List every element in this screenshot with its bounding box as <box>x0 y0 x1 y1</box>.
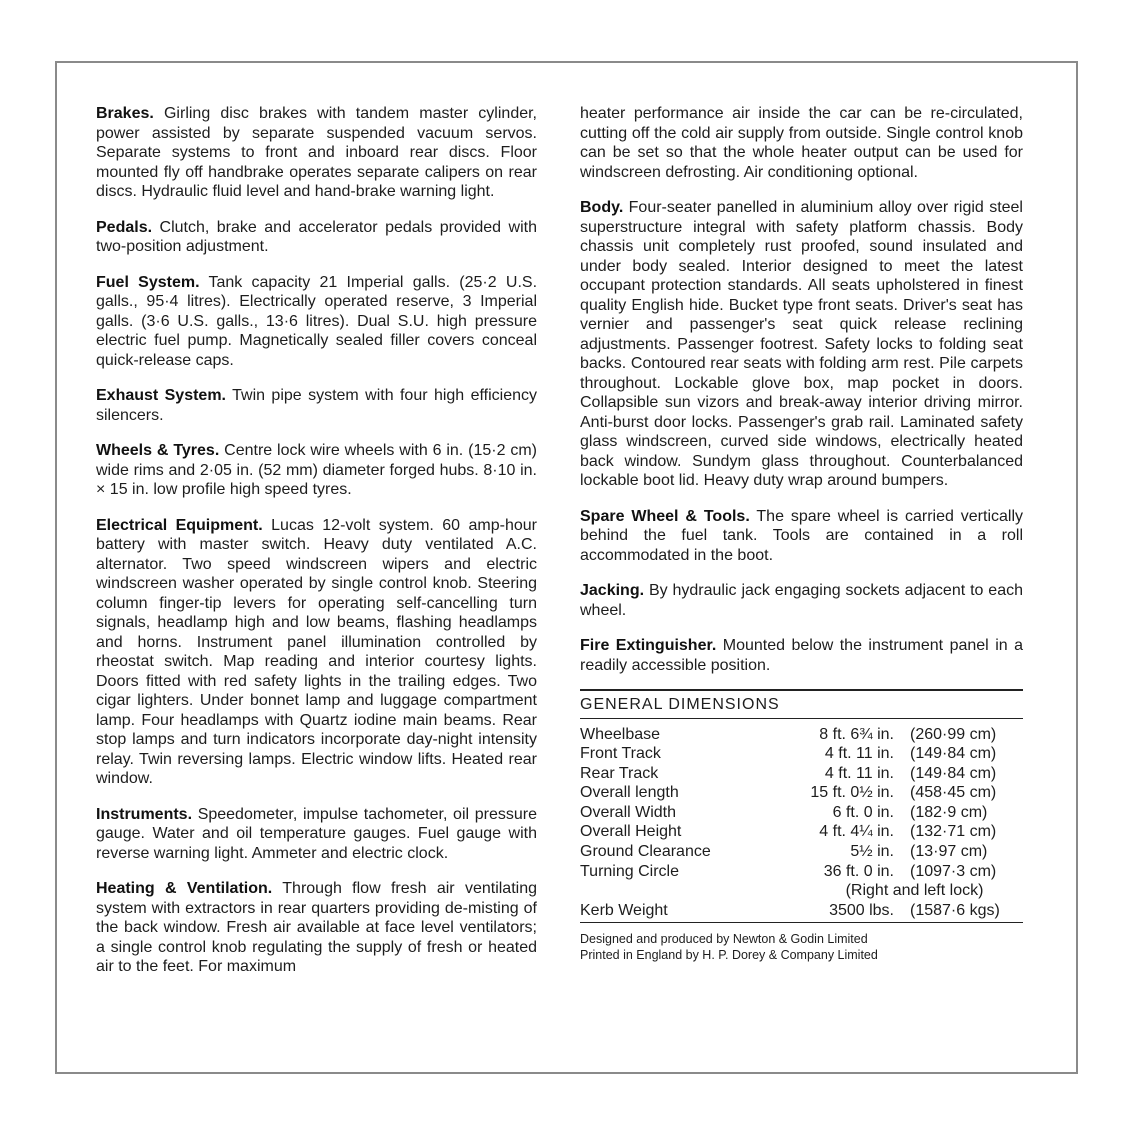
dimension-imperial: 6 ft. 0 in. <box>832 803 894 821</box>
dimension-metric: (260·99 cm) <box>910 725 997 743</box>
table-row <box>580 842 1023 862</box>
spec-section-spare-wheel-tools <box>580 507 1023 566</box>
dimension-imperial: 4 ft. 4¼ in. <box>819 823 894 841</box>
dimensions-bottom-rule <box>580 922 1023 923</box>
section-text: Mounted below the instrument panel in a readily accessible position. <box>580 637 1023 674</box>
dimension-metric: (149·84 cm) <box>910 764 997 782</box>
section-heading: Brakes. <box>96 105 154 122</box>
left-column <box>96 104 537 993</box>
spec-section-jacking <box>580 581 1023 620</box>
credit-line-printing: Printed in England by H. P. Dorey & Company Limited <box>580 948 878 963</box>
dimension-label: Kerb Weight <box>580 901 668 919</box>
dimensions-title-rule <box>580 718 1023 719</box>
dimension-metric: (182·9 cm) <box>910 803 988 821</box>
spec-section-body <box>580 198 1023 491</box>
dimension-metric: (1587·6 kgs) <box>910 901 1000 919</box>
section-text: By hydraulic jack engaging sockets adjacent to each wheel. <box>580 582 1023 619</box>
section-heading: Exhaust System. <box>96 387 227 404</box>
dimension-imperial: 4 ft. 11 in. <box>824 745 894 763</box>
dimension-imperial: 3500 lbs. <box>829 901 894 919</box>
dimension-label: Overall Width <box>580 803 677 821</box>
section-text: Four-seater panelled in aluminium alloy over rigid steel superstructure integral with safety platform chassis. Body chassis unit completely rust proofed, sound insulated and under body sealed. Interior designed to meet the latest occupant protection standards. All seats upholstered in finest quality English hide. Bucket type front seats. Driver's seat has vernier and passenger's seat quick release reclining adjustments. Passenger footrest. Safety locks to folding seat backs. Contoured rear seats with folding arm rest. Pile carpets throughout. Lockable glove box, map pocket in doors. Collapsible sun vizors and break-away interior driving mirror. Anti-burst door locks. Passenger's grab rail. Laminated safety glass windscreen, curved side windows, electrically heated back window. Sundym glass throughout. Counterbalanced lockable boot lid. Heavy duty wrap around bumpers. <box>580 199 1023 489</box>
section-heading: Heating & Ventilation. <box>96 880 273 897</box>
section-text: The spare wheel is carried vertically behind the fuel tank. Tools are contained in a roll accommodated in the boot. <box>580 507 1024 564</box>
dimension-imperial: 8 ft. 6¾ in. <box>819 725 894 743</box>
section-text: Twin pipe system with four high efficiency silencers. <box>96 387 538 424</box>
dimension-imperial: 15 ft. 0½ in. <box>810 784 894 802</box>
dimension-label: Turning Circle <box>580 862 679 880</box>
table-row <box>580 901 1023 921</box>
spec-section-exhaust-system <box>96 386 537 425</box>
section-text: Clutch, brake and accelerator pedals provided with two-position adjustment. <box>96 218 538 255</box>
credit-line-design: Designed and produced by Newton & Godin Limited <box>580 932 868 947</box>
dimension-imperial: 36 ft. 0 in. <box>823 862 894 880</box>
dimensions-title: GENERAL DIMENSIONS <box>580 696 780 713</box>
table-row <box>580 764 1023 784</box>
section-heading: Jacking. <box>580 582 645 599</box>
right-column <box>580 104 1023 963</box>
dimension-metric: (13·97 cm) <box>910 843 988 861</box>
dimensions-table <box>580 725 1023 921</box>
section-heading: Electrical Equipment. <box>96 516 263 534</box>
table-row <box>580 803 1023 823</box>
dimension-label: Overall Height <box>580 823 682 841</box>
spec-section-electrical-equipment <box>96 516 537 789</box>
dimension-label: Front Track <box>580 745 661 763</box>
table-row <box>580 783 1023 803</box>
table-row <box>580 881 1023 901</box>
continued-paragraph: heater performance air inside the car can be re-circulated, cutting off the cold air supply from outside. Single control knob can be set so that the whole heater output can be used for windscreen defrosting. Air conditioning optional. <box>580 105 1023 181</box>
section-heading: Wheels & Tyres. <box>96 442 220 459</box>
spec-section-instruments <box>96 805 537 864</box>
dimension-metric: (458·45 cm) <box>910 784 997 802</box>
table-row <box>580 822 1023 842</box>
table-row <box>580 862 1023 882</box>
dimension-label: Rear Track <box>580 764 659 782</box>
section-heading: Fuel System. <box>96 273 200 291</box>
dimension-label: Ground Clearance <box>580 843 711 861</box>
dimension-metric: (132·71 cm) <box>910 823 997 841</box>
section-heading: Body. <box>580 199 624 216</box>
dimension-metric: (149·84 cm) <box>910 745 997 763</box>
dimension-metric: (1097·3 cm) <box>910 862 997 880</box>
section-text: Tank capacity 21 Imperial galls. (25·2 U.S. galls., 95·4 litres). Electrically operated reserve, 3 Imperial galls. (3·6 U.S. galls., 13·6 litres). Dual S.U. high pressure electric fuel pump. Magnetically sealed filler covers conceal quick-release caps. <box>96 273 538 369</box>
spec-section-wheels-tyres <box>96 441 537 500</box>
dimension-imperial: 4 ft. 11 in. <box>824 764 894 782</box>
section-text: Centre lock wire wheels with 6 in. (15·2 cm) wide rims and 2·05 in. (52 mm) diameter forged hubs. 8·10 in. × 15 in. low profile high speed tyres. <box>96 442 538 498</box>
turning-circle-note: (Right and left lock) <box>845 882 984 900</box>
section-heading: Instruments. <box>96 805 193 823</box>
spec-section-heating-ventilation <box>96 879 537 977</box>
dimension-label: Wheelbase <box>580 725 661 743</box>
section-text: Lucas 12-volt system. 60 amp-hour battery with master switch. Heavy duty ventilated A.C. alternator. Two speed windscreen wipers and electric windscreen washer operated by single control knob. Steering column finger-tip levers for operating self-cancelling turn signals, headlamp high and low beams, flashing headlamps and horns. Instrument panel illumination controlled by rheostat switch. Map reading and interior courtesy lights. Doors fitted with red safety lights in the trailing edges. Two cigar lighters. Under bonnet lamp and luggage compartment lamp. Four headlamps with Quartz iodine main beams. Rear stop lamps and turn indicators incorporate day-night intensity relay. Twin reversing lamps. Electric window lifts. Heated rear window. <box>96 516 537 787</box>
section-heading: Fire Extinguisher. <box>580 637 717 654</box>
dimension-imperial: 5½ in. <box>850 843 894 861</box>
table-row <box>580 725 1023 745</box>
section-heading: Spare Wheel & Tools. <box>580 507 750 525</box>
spec-section-brakes <box>96 104 537 202</box>
table-row <box>580 744 1023 764</box>
spec-section-pedals <box>96 218 537 257</box>
spec-section-fire-extinguisher <box>580 636 1023 675</box>
section-text: Speedometer, impulse tachometer, oil pressure gauge. Water and oil temperature gauges. Fuel gauge with reverse warning light. Ammeter and electric clock. <box>96 805 537 862</box>
spec-section-fuel-system <box>96 273 537 371</box>
section-text: Girling disc brakes with tandem master cylinder, power assisted by separate suspended vacuum servos. Separate systems to front and inboard rear discs. Floor mounted fly off handbrake operates separate calipers on rear discs. Hydraulic fluid level and hand-brake warning light. <box>96 105 537 200</box>
section-text: Through flow fresh air ventilating system with extractors in rear quarters providing de-misting of the back window. Fresh air available at face level ventilators; a single control knob regulating the supply of fresh or heated air to the feet. For maximum <box>96 880 538 975</box>
empty-cell <box>580 881 776 901</box>
dimension-label: Overall length <box>580 784 679 802</box>
credits <box>580 931 1023 963</box>
section-heading: Pedals. <box>96 218 153 236</box>
